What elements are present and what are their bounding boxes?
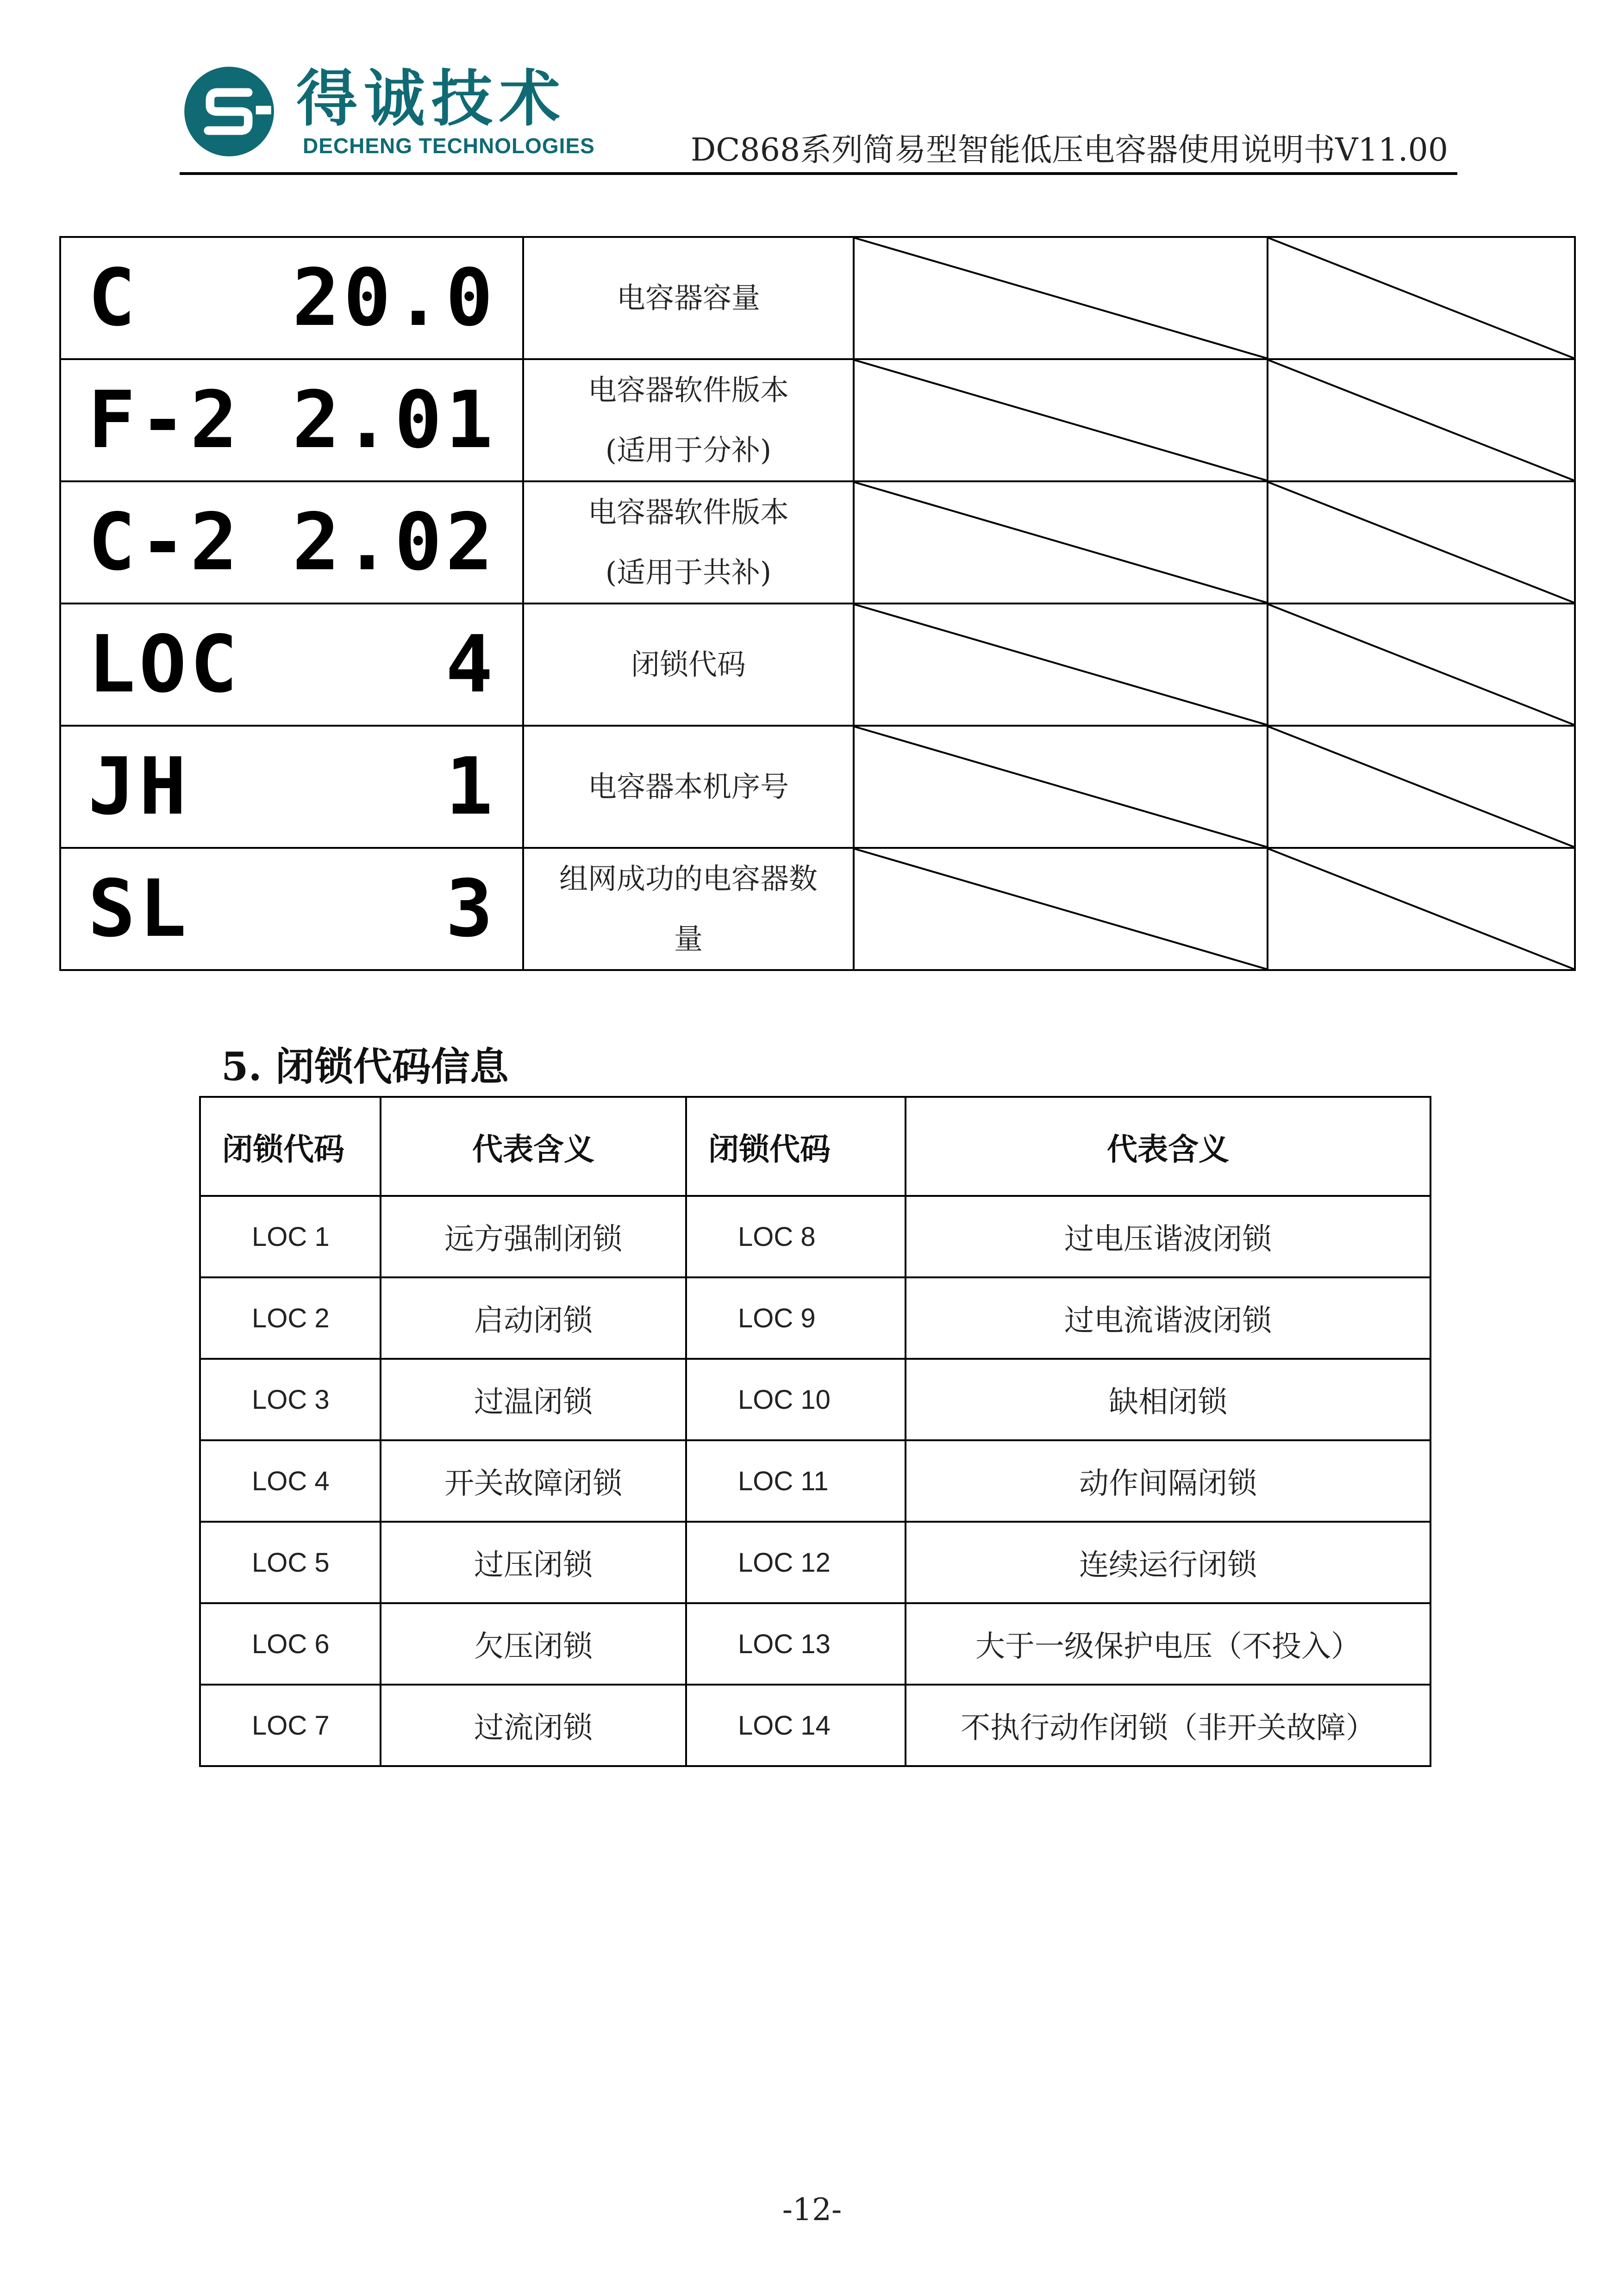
- description-line: (适用于分补): [605, 433, 772, 467]
- display-row: [60, 726, 1575, 848]
- diagonal-slash-icon: [1268, 360, 1574, 480]
- empty-cell-slashed: [1268, 848, 1575, 970]
- lock-code-cell: LOC 9: [686, 1277, 906, 1359]
- lock-code-cell: LOC 2: [200, 1277, 381, 1359]
- empty-cell-slashed: [854, 237, 1268, 359]
- header-lock-code-1: 闭锁代码: [200, 1097, 381, 1196]
- decheng-logo-icon: [181, 64, 277, 159]
- description-line: 组网成功的电容器数: [559, 862, 818, 896]
- display-row: [60, 848, 1575, 970]
- lock-code-cell: LOC 4: [200, 1440, 381, 1522]
- lcd-gap: [139, 252, 292, 344]
- display-info-table: [59, 236, 1576, 971]
- lcd-code: JH: [88, 741, 190, 833]
- empty-cell-slashed: [1268, 726, 1575, 848]
- table-row: [200, 1685, 1430, 1766]
- lcd-value: 3: [445, 863, 497, 955]
- lcd-readout: [60, 726, 523, 848]
- diagonal-slash-icon: [855, 360, 1267, 480]
- diagonal-slash-icon: [1268, 604, 1574, 725]
- display-description: [523, 359, 854, 481]
- diagonal-slash-icon: [1268, 849, 1574, 969]
- lock-code-cell: LOC 13: [686, 1603, 906, 1685]
- table-row: [200, 1196, 1430, 1277]
- company-logo: [181, 63, 595, 161]
- diagonal-slash-icon: [855, 238, 1267, 358]
- description-line: (适用于共补): [605, 555, 772, 589]
- display-description: [523, 604, 854, 726]
- table-row: [200, 1277, 1430, 1359]
- header-divider: [180, 172, 1457, 175]
- description-line: 量: [674, 922, 703, 956]
- logo-chinese-text: 得诚技术: [296, 63, 567, 135]
- header-meaning-1: 代表含义: [381, 1097, 686, 1196]
- display-description: [523, 848, 854, 970]
- lock-meaning-cell: 欠压闭锁: [381, 1603, 686, 1685]
- lcd-value: 1: [445, 741, 497, 833]
- lock-meaning-cell: 启动闭锁: [381, 1277, 686, 1359]
- lock-meaning-cell: 大于一级保护电压（不投入）: [906, 1603, 1430, 1685]
- lcd-value: 2.02: [292, 497, 497, 588]
- lock-meaning-cell: 过电压谐波闭锁: [906, 1196, 1430, 1277]
- display-description: [523, 726, 854, 848]
- empty-cell-slashed: [854, 604, 1268, 726]
- lock-meaning-cell: 缺相闭锁: [906, 1359, 1430, 1440]
- diagonal-slash-icon: [855, 727, 1267, 847]
- lcd-code: LOC: [88, 619, 242, 710]
- table-header-row: [200, 1097, 1430, 1196]
- lcd-readout: [60, 237, 523, 359]
- lcd-readout: [60, 604, 523, 726]
- lock-meaning-cell: 连续运行闭锁: [906, 1522, 1430, 1603]
- lock-meaning-cell: 开关故障闭锁: [381, 1440, 686, 1522]
- lock-code-cell: LOC 7: [200, 1685, 381, 1766]
- description-line: 电容器软件版本: [587, 373, 789, 407]
- lock-meaning-cell: 过流闭锁: [381, 1685, 686, 1766]
- lock-meaning-cell: 不执行动作闭锁（非开关故障）: [906, 1685, 1430, 1766]
- lock-code-cell: LOC 14: [686, 1685, 906, 1766]
- page-number: -12-: [782, 2192, 842, 2228]
- logo-english-text: DECHENG TECHNOLOGIES: [303, 134, 595, 158]
- table-row: [200, 1359, 1430, 1440]
- lock-code-cell: LOC 8: [686, 1196, 906, 1277]
- document-title: DC868系列简易型智能低压电容器使用说明书V11.00: [690, 132, 1448, 168]
- display-row: [60, 359, 1575, 481]
- lock-meaning-cell: 过电流谐波闭锁: [906, 1277, 1430, 1359]
- empty-cell-slashed: [1268, 481, 1575, 604]
- header-lock-code-2: 闭锁代码: [686, 1097, 906, 1196]
- empty-cell-slashed: [1268, 359, 1575, 481]
- section-heading: 5. 闭锁代码信息: [221, 1044, 509, 1089]
- display-row: [60, 481, 1575, 604]
- lock-code-cell: LOC 10: [686, 1359, 906, 1440]
- lcd-readout: [60, 481, 523, 604]
- empty-cell-slashed: [854, 481, 1268, 604]
- diagonal-slash-icon: [1268, 482, 1574, 603]
- lcd-gap: [241, 497, 292, 588]
- display-description: [523, 481, 854, 604]
- lcd-code: SL: [88, 863, 190, 955]
- lcd-value: 4: [445, 619, 497, 710]
- lcd-gap: [241, 619, 445, 710]
- diagonal-slash-icon: [855, 604, 1267, 725]
- table-row: [200, 1522, 1430, 1603]
- lcd-value: 20.0: [292, 252, 497, 344]
- lcd-code: F-2: [88, 374, 242, 466]
- empty-cell-slashed: [1268, 604, 1575, 726]
- empty-cell-slashed: [854, 848, 1268, 970]
- lcd-gap: [241, 374, 292, 466]
- lock-code-cell: LOC 1: [200, 1196, 381, 1277]
- lock-code-cell: LOC 5: [200, 1522, 381, 1603]
- lcd-value: 2.01: [292, 374, 497, 466]
- empty-cell-slashed: [854, 359, 1268, 481]
- empty-cell-slashed: [854, 726, 1268, 848]
- lock-code-cell: LOC 3: [200, 1359, 381, 1440]
- display-row: [60, 604, 1575, 726]
- diagonal-slash-icon: [855, 849, 1267, 969]
- description-line: 闭锁代码: [631, 647, 746, 681]
- lock-meaning-cell: 过压闭锁: [381, 1522, 686, 1603]
- lock-meaning-cell: 动作间隔闭锁: [906, 1440, 1430, 1522]
- lcd-gap: [190, 863, 446, 955]
- diagonal-slash-icon: [855, 482, 1267, 603]
- empty-cell-slashed: [1268, 237, 1575, 359]
- diagonal-slash-icon: [1268, 727, 1574, 847]
- lock-code-cell: LOC 11: [686, 1440, 906, 1522]
- description-line: 电容器软件版本: [587, 495, 789, 529]
- lcd-gap: [190, 741, 446, 833]
- lock-code-table: [199, 1096, 1431, 1767]
- description-line: 电容器本机序号: [587, 770, 789, 803]
- lock-meaning-cell: 过温闭锁: [381, 1359, 686, 1440]
- header-meaning-2: 代表含义: [906, 1097, 1430, 1196]
- lcd-readout: [60, 848, 523, 970]
- description-line: 电容器容量: [616, 281, 760, 315]
- lock-code-cell: LOC 12: [686, 1522, 906, 1603]
- lock-meaning-cell: 远方强制闭锁: [381, 1196, 686, 1277]
- display-description: [523, 237, 854, 359]
- lcd-code: C: [88, 252, 139, 344]
- lcd-readout: [60, 359, 523, 481]
- table-row: [200, 1603, 1430, 1685]
- lock-code-cell: LOC 6: [200, 1603, 381, 1685]
- display-row: [60, 237, 1575, 359]
- table-row: [200, 1440, 1430, 1522]
- diagonal-slash-icon: [1268, 238, 1574, 358]
- lcd-code: C-2: [88, 497, 242, 588]
